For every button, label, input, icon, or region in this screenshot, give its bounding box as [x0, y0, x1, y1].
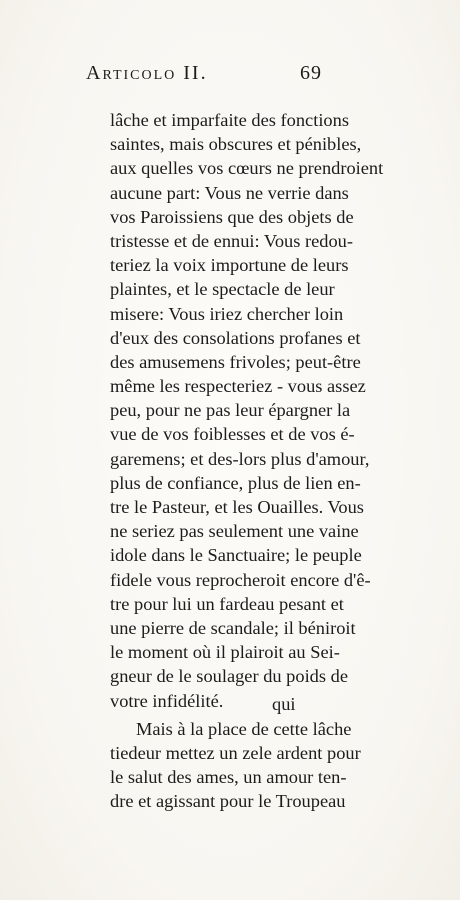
- text-line: misere: Vous iriez chercher loin: [110, 303, 344, 324]
- paragraph-2: [110, 717, 361, 814]
- text-line: plaintes, et le spectacle de leur: [110, 279, 335, 300]
- text-line: le salut des ames, un amour ten-: [110, 767, 347, 788]
- text-line: des amusemens frivoles; peut-être: [110, 351, 361, 372]
- text-line: le moment où il plairoit au Sei-: [110, 642, 340, 663]
- text-line: d'eux des consolations profanes et: [110, 327, 361, 348]
- text-line: vos Paroissiens que des objets de: [110, 206, 354, 227]
- text-line: gneur de le soulager du poids de: [110, 666, 348, 687]
- text-line: garemens; et des-lors plus d'amour,: [110, 448, 370, 469]
- text-line: tre le Pasteur, et les Ouailles. Vous: [110, 497, 364, 517]
- text-line: plus de confiance, plus de lien en-: [110, 472, 361, 493]
- text-line: fidele vous reprocheroit encore d'ê-: [110, 569, 371, 590]
- text-line: peu, pour ne pas leur épargner la: [110, 400, 351, 421]
- text-line: même les respecteriez - vous assez: [110, 376, 366, 397]
- text-line: tre pour lui un fardeau pesant et: [110, 593, 344, 614]
- text-line: tiedeur mettez un zele ardent pour: [110, 742, 361, 763]
- text-line: tristesse et de ennui: Vous redou-: [110, 230, 353, 251]
- paragraph-1: [110, 108, 384, 713]
- text-line: saintes, mais obscures et pénibles,: [110, 134, 362, 155]
- text-line: aucune part: Vous ne verrie dans: [110, 182, 349, 203]
- catchword: qui: [272, 694, 296, 714]
- text-line: Mais à la place de cette lâche: [136, 718, 352, 739]
- running-header: [86, 62, 322, 92]
- text-line: dre et agissant pour le Troupeau: [110, 791, 346, 812]
- text-line: teriez la voix importune de leurs: [110, 255, 349, 276]
- text-line: aux quelles vos cœurs ne prendroient: [110, 158, 384, 179]
- page-number: 69: [300, 62, 322, 84]
- text-line: vue de vos foiblesses et de vos é-: [110, 424, 355, 445]
- text-line: une pierre de scandale; il béniroit: [110, 617, 356, 638]
- text-line: idole dans le Sanctuaire; le peuple: [110, 545, 362, 566]
- running-title: Articolo II.: [86, 62, 208, 84]
- text-line: votre infidélité.: [110, 690, 224, 711]
- text-line: lâche et imparfaite des fonctions: [110, 110, 349, 130]
- text-line: ne seriez pas seulement une vaine: [110, 521, 359, 542]
